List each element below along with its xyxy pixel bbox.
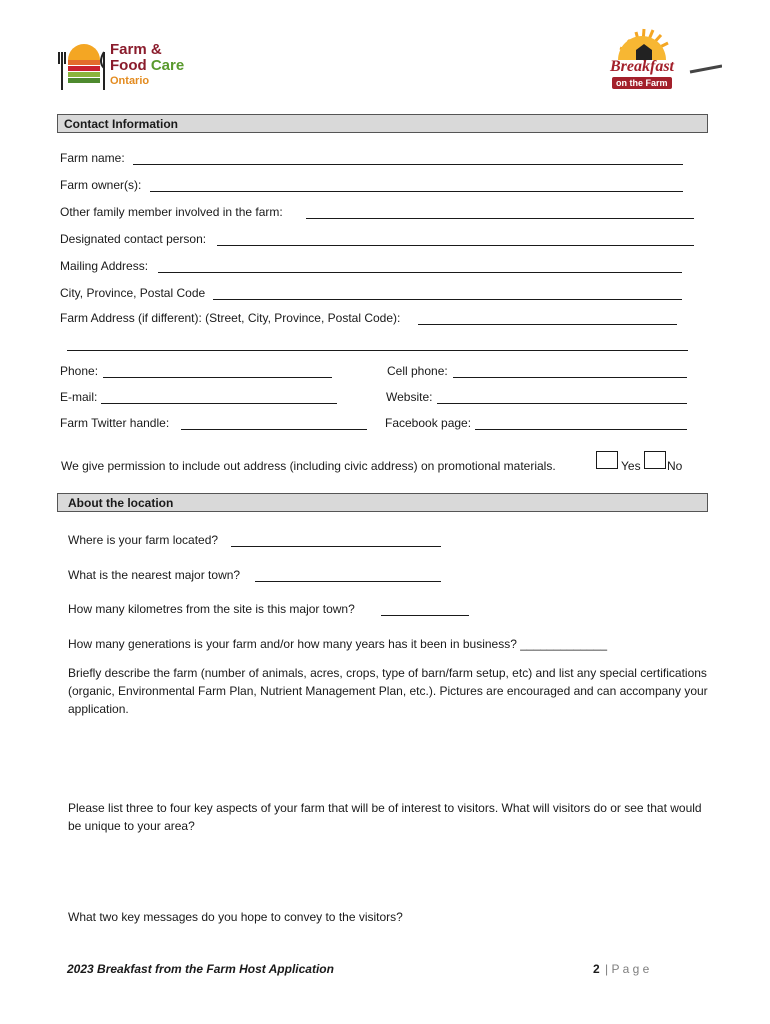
twitter-label: Farm Twitter handle: xyxy=(60,416,170,430)
website-field[interactable] xyxy=(437,403,687,404)
key-messages-answer-area[interactable] xyxy=(68,928,708,958)
city-province-postal-field[interactable] xyxy=(213,299,682,300)
farm-food-care-logo xyxy=(58,38,198,94)
farm-located-question: Where is your farm located? xyxy=(68,533,219,547)
cell-phone-field[interactable] xyxy=(453,377,687,378)
kilometres-field[interactable] xyxy=(381,615,469,616)
designated-contact-label: Designated contact person: xyxy=(60,232,207,246)
email-label: E-mail: xyxy=(60,390,98,404)
farm-located-field[interactable] xyxy=(231,546,441,547)
website-label: Website: xyxy=(386,390,433,404)
farm-food-care-emblem-icon xyxy=(58,38,108,94)
generations-question: How many generations is your farm and/or how many years has it been in business? _____________ xyxy=(68,637,607,651)
farm-name-label: Farm name: xyxy=(60,151,125,165)
phone-label: Phone: xyxy=(60,364,99,378)
describe-farm-question: Briefly describe the farm (number of animals, acres, crops, type of barn/farm setup, etc) and list any special certifications (organic, Environmental Farm Plan, Nutrient Management Plan, etc.). Pictures are encouraged and can accompany your application. xyxy=(68,666,708,716)
designated-contact-field[interactable] xyxy=(217,245,694,246)
about-location-header xyxy=(57,493,708,512)
contact-information-header xyxy=(57,114,708,133)
facebook-field[interactable] xyxy=(475,429,687,430)
email-field[interactable] xyxy=(101,403,337,404)
logo-text-breakfast: Breakfast xyxy=(610,58,674,75)
nearest-town-field[interactable] xyxy=(255,581,441,582)
city-province-postal-label: City, Province, Postal Code xyxy=(60,286,206,300)
farm-address-label: Farm Address (if different): (Street, City, Province, Postal Code): xyxy=(60,311,401,325)
nearest-town-question: What is the nearest major town? xyxy=(68,568,241,582)
footer-title: 2023 Breakfast from the Farm Host Application xyxy=(67,962,334,976)
farm-address-field-line2[interactable] xyxy=(67,350,688,351)
other-family-label: Other family member involved in the farm: xyxy=(60,205,283,219)
no-label: No xyxy=(667,459,683,473)
yes-label: Yes xyxy=(621,459,641,473)
facebook-label: Facebook page: xyxy=(385,416,472,430)
no-checkbox[interactable] xyxy=(644,451,666,469)
key-aspects-question: Please list three to four key aspects of your farm that will be of interest to visitors. What will visitors do or see that would be unique to your area? xyxy=(68,801,702,833)
kilometres-question: How many kilometres from the site is this major town? xyxy=(68,602,355,616)
farm-owners-label: Farm owner(s): xyxy=(60,178,142,192)
mailing-address-label: Mailing Address: xyxy=(60,259,149,273)
permission-statement: We give permission to include out address (including civic address) on promotional materials. xyxy=(61,459,556,473)
mailing-address-field[interactable] xyxy=(158,272,682,273)
logo-text-food-care: Food Care xyxy=(110,57,185,74)
logo-text-ontario: Ontario xyxy=(110,75,150,87)
logo-text-on-the-farm: on the Farm xyxy=(616,78,668,88)
twitter-field[interactable] xyxy=(181,429,367,430)
key-messages-question: What two key messages do you hope to convey to the visitors? xyxy=(68,910,403,924)
breakfast-on-the-farm-logo xyxy=(606,26,722,94)
page-number: 2 xyxy=(593,962,600,976)
farm-address-field[interactable] xyxy=(418,324,677,325)
farm-owners-field[interactable] xyxy=(150,191,683,192)
phone-field[interactable] xyxy=(103,377,332,378)
yes-checkbox[interactable] xyxy=(596,451,618,469)
farm-name-field[interactable] xyxy=(133,164,683,165)
page-label: | P a g e xyxy=(605,962,650,976)
cell-phone-label: Cell phone: xyxy=(387,364,448,378)
key-aspects-answer-area[interactable] xyxy=(68,838,708,904)
about-location-heading: About the location xyxy=(68,496,174,510)
logo-text-farm: Farm & xyxy=(110,41,162,58)
contact-information-heading: Contact Information xyxy=(64,117,178,131)
other-family-field[interactable] xyxy=(306,218,694,219)
logo-banner xyxy=(612,77,672,89)
describe-farm-answer-area[interactable] xyxy=(68,722,708,796)
